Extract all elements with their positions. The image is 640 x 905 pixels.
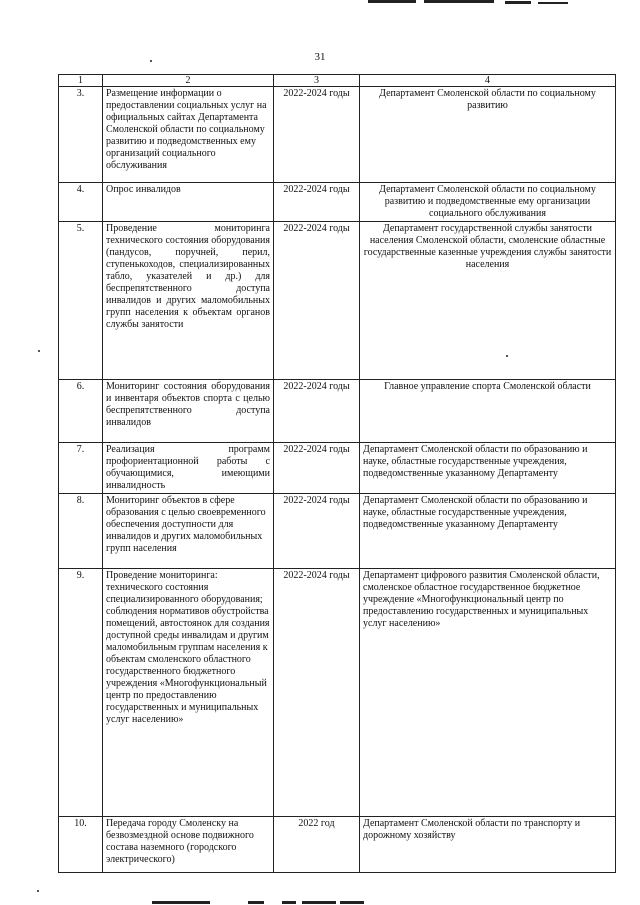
row-number: 4. [59, 183, 103, 222]
page-number: 31 [314, 51, 326, 63]
measures-table [58, 74, 616, 873]
row-number: 7. [59, 443, 103, 494]
row-period: 2022-2024 годы [274, 494, 360, 569]
table-row [59, 380, 616, 443]
row-action: Проведение мониторинга: технического состояния специализированного оборудования; соблюдения нормативов обустройства помещений, автостоянок для создания доступной среды инвалидам и другим маломобильным группам населения к объектам смоленского областного государственного бюджетного учреждения «Многофункциональный центр по предоставлению государственных и муниципальных услуг населению» [103, 569, 274, 817]
row-executor: Главное управление спорта Смоленской области [360, 380, 616, 443]
row-executor: Департамент Смоленской области по социальному развитию [360, 87, 616, 183]
table-row [59, 817, 616, 873]
row-period: 2022-2024 годы [274, 443, 360, 494]
row-executor: Департамент цифрового развития Смоленской области, смоленское областное государственное бюджетное учреждение «Многофункциональный центр по предоставлению государственных и муниципальных услуг населению» [360, 569, 616, 817]
row-action: Размещение информации о предоставлении социальных услуг на официальных сайтах Департамента Смоленской области по социальному развитию и подведомственных ему организаций социального обслуживания [103, 87, 274, 183]
row-period: 2022-2024 годы [274, 87, 360, 183]
table-row [59, 494, 616, 569]
scan-artifact-top [505, 1, 531, 4]
scan-dot [37, 890, 39, 892]
scan-dot [38, 350, 40, 352]
row-action: Реализация программ профориентационной работы с обучающимися, имеющими инвалидность [103, 443, 274, 494]
scan-artifact-top [538, 2, 568, 4]
row-executor: Департамент Смоленской области по образованию и науке, областные государственные учреждения, подведомственные указанному Департаменту [360, 494, 616, 569]
row-number: 10. [59, 817, 103, 873]
table-row [59, 183, 616, 222]
row-action: Передача городу Смоленску на безвозмездной основе подвижного состава наземного (городского электрического) [103, 817, 274, 873]
scan-artifact-bottom [248, 901, 264, 904]
table-row [59, 443, 616, 494]
row-period: 2022-2024 годы [274, 380, 360, 443]
scan-artifact-top [424, 0, 494, 3]
row-action: Опрос инвалидов [103, 183, 274, 222]
scan-dot [150, 60, 152, 62]
row-action: Проведение мониторинга технического состояния оборудования (пандусов, поручней, перил, ступенькоходов, специализированных табло, указателей и др.) для беспрепятственного доступа инвалидов и других маломобильных групп населения к объектам органов службы занятости [103, 222, 274, 380]
row-executor: Департамент Смоленской области по социальному развитию и подведомственные ему организации социального обслуживания [360, 183, 616, 222]
scan-artifact-bottom [340, 901, 364, 904]
row-period: 2022-2024 годы [274, 569, 360, 817]
header-col-1: 1 [59, 75, 103, 87]
table-row [59, 87, 616, 183]
scan-artifact-bottom [152, 901, 210, 904]
scan-artifact-bottom [282, 901, 296, 904]
header-col-2: 2 [103, 75, 274, 87]
table-row [59, 222, 616, 380]
row-period: 2022 год [274, 817, 360, 873]
header-col-4: 4 [360, 75, 616, 87]
header-col-3: 3 [274, 75, 360, 87]
row-action: Мониторинг объектов в сфере образования с целью своевременного обеспечения доступности для инвалидов и других маломобильных групп населения [103, 494, 274, 569]
table-header-row [59, 75, 616, 87]
scan-dot [506, 355, 508, 357]
row-number: 6. [59, 380, 103, 443]
row-number: 9. [59, 569, 103, 817]
row-period: 2022-2024 годы [274, 183, 360, 222]
table-row [59, 569, 616, 817]
row-executor: Департамент Смоленской области по транспорту и дорожному хозяйству [360, 817, 616, 873]
row-number: 3. [59, 87, 103, 183]
scan-artifact-bottom [302, 901, 336, 904]
row-executor: Департамент Смоленской области по образованию и науке, областные государственные учреждения, подведомственные указанному Департаменту [360, 443, 616, 494]
scan-artifact-top [368, 0, 416, 3]
row-period: 2022-2024 годы [274, 222, 360, 380]
row-number: 8. [59, 494, 103, 569]
row-action: Мониторинг состояния оборудования и инвентаря объектов спорта с целью беспрепятственного доступа инвалидов [103, 380, 274, 443]
row-executor: Департамент государственной службы занятости населения Смоленской области, смоленские областные государственные казенные учреждения службы занятости населения [360, 222, 616, 380]
row-number: 5. [59, 222, 103, 380]
